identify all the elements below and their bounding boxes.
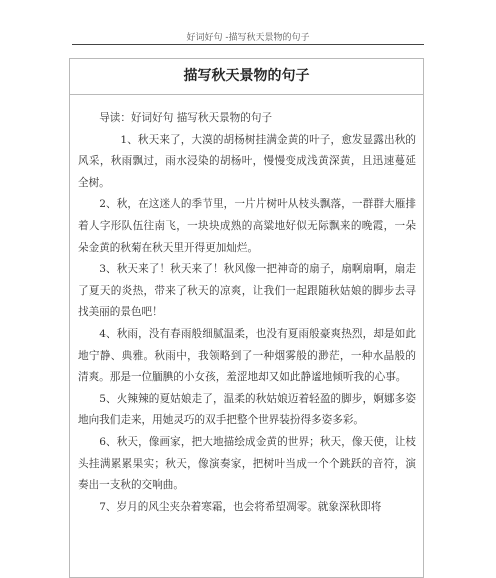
header-text: 好词好句 -描写秋天景物的句子	[186, 33, 310, 43]
paragraph-1: 1、秋天来了，大漠的胡杨树挂满金黄的叶子，愈发显露出秋的风采，秋雨飘过，雨水浸染的胡杨叶，慢慢变成浅黄深黄，且迅速蔓延全树。	[78, 133, 416, 189]
paragraph-2: 2、秋，在这迷人的季节里，一片片树叶从枝头飘落，一群群大雁排着人字形队伍往南飞，一块块成熟的高粱地好似无际飘来的晚霞，一朵朵金黄的秋菊在秋天里开得更加灿烂。	[78, 198, 416, 254]
page-header	[0, 0, 496, 44]
paragraph-7: 7、岁月的风尘夹杂着寒霜，也会将希望凋零。就象深秋即将	[99, 500, 382, 513]
document-body	[78, 108, 416, 518]
document-frame	[69, 58, 424, 578]
paragraph-4: 4、秋雨，没有春雨般细腻温柔，也没有夏雨般豪爽热烈，却是如此地宁静、典雅。秋雨中，我领略到了一种烟雾般的渺茫，一种水晶般的清爽。那是一位腼腆的小女孩，羞涩地却又如此静谧地倾听我的心事。	[78, 327, 416, 384]
title-row	[70, 59, 423, 95]
document-title: 描写秋天景物的句子	[183, 68, 310, 84]
paragraph-6: 6、秋天，像画家，把大地描绘成金黄的世界；秋天，像天使，让枝头挂满累累果实；秋天，像演奏家，把树叶当成一个个跳跃的音符，演奏出一支秋的交响曲。	[78, 435, 416, 492]
header-rule	[72, 44, 424, 45]
intro-paragraph: 导读：好词好句 描写秋天景物的句子	[99, 112, 273, 124]
paragraph-3: 3、秋天来了！秋天来了！秋风像一把神奇的扇子，扇啊扇啊，扇走了夏天的炎热，带来了秋天的凉爽，让我们一起跟随秋姑娘的脚步去寻找美丽的景色吧！	[78, 263, 416, 319]
paragraph-5: 5、火辣辣的夏姑娘走了，温柔的秋姑娘迈着轻盈的脚步，婀娜多姿地向我们走来，用她灵巧的双手把整个世界装扮得多姿多彩。	[78, 392, 416, 427]
